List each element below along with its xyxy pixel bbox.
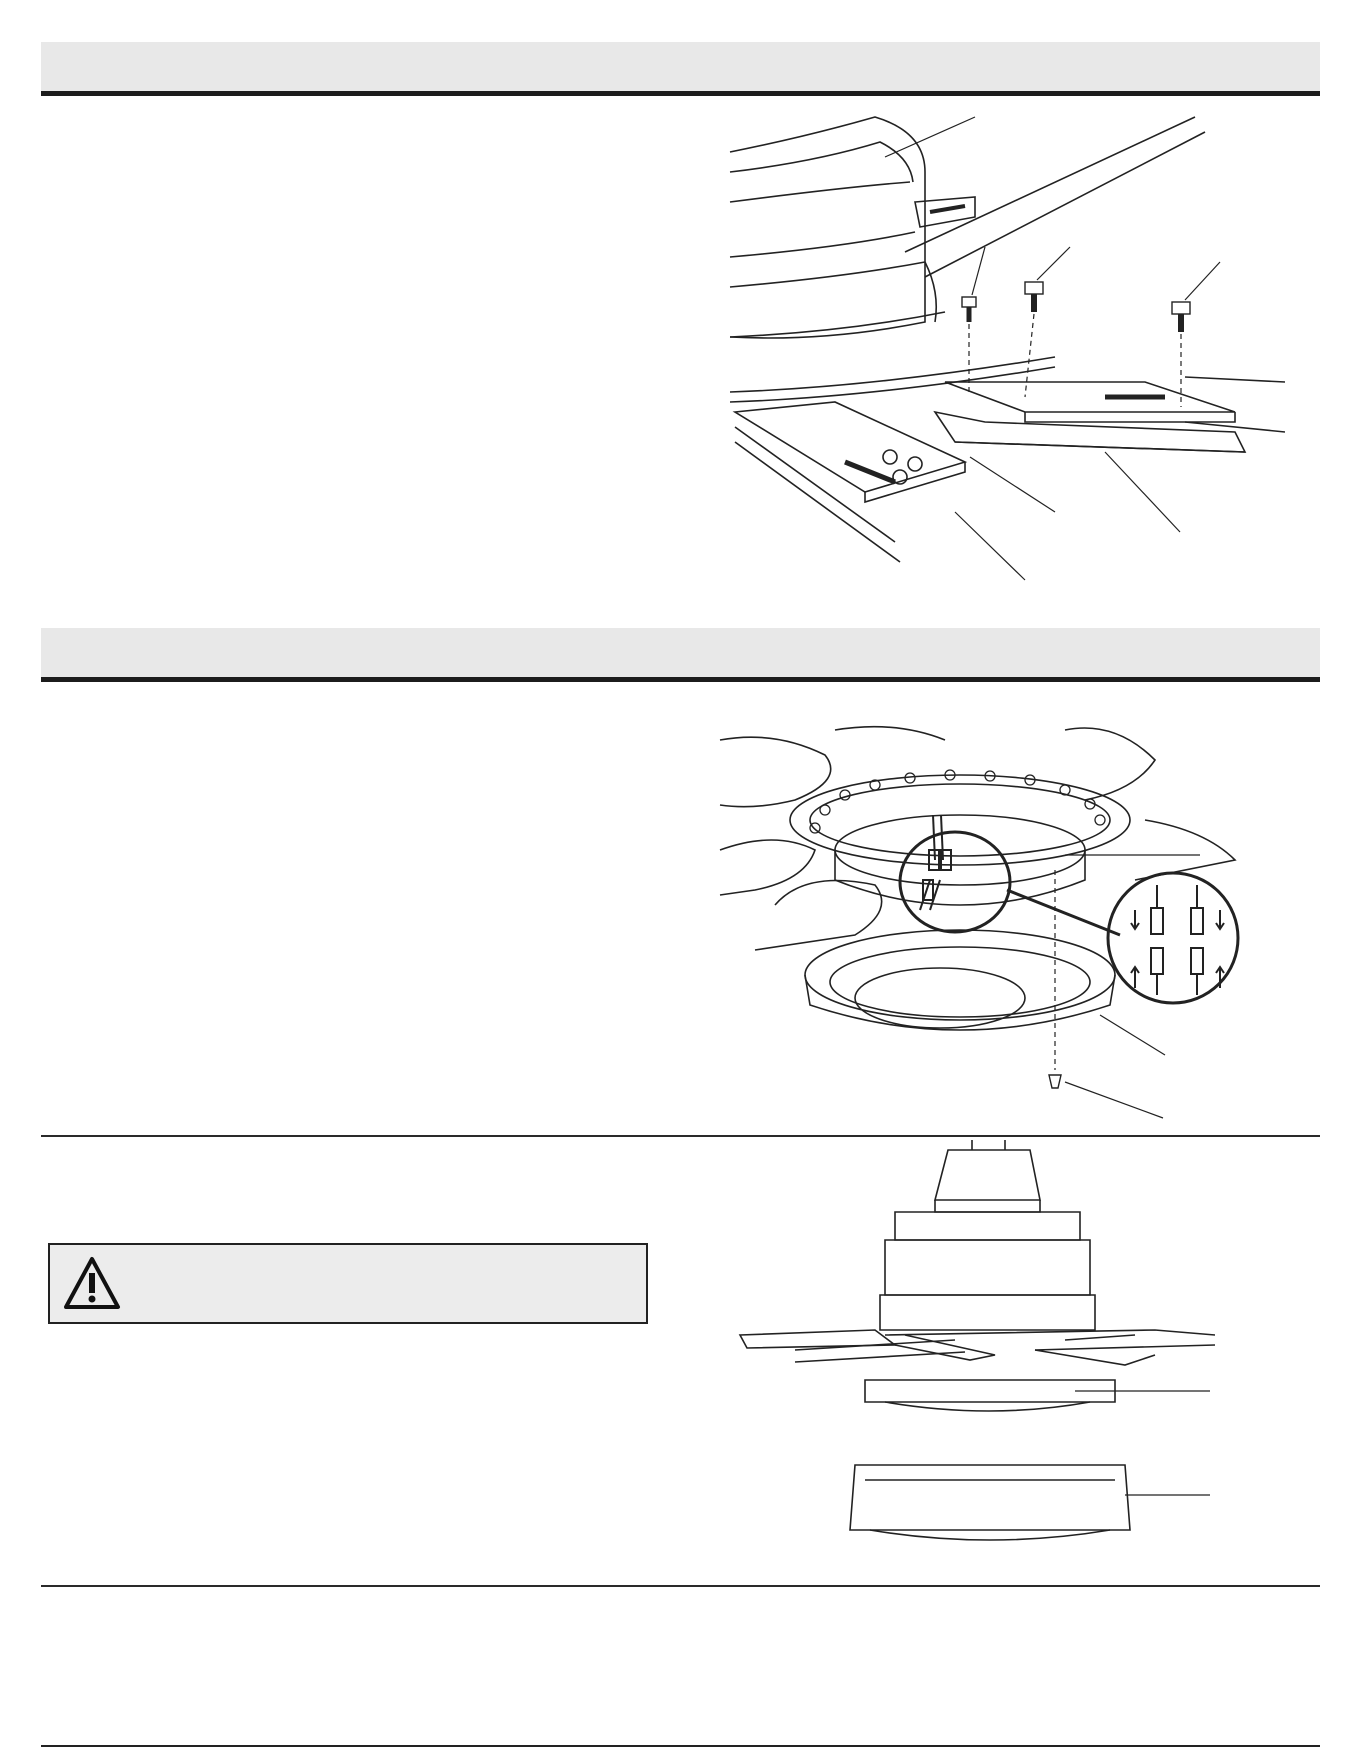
section-header-band-1 bbox=[41, 42, 1320, 96]
section-header-band-2 bbox=[41, 628, 1320, 682]
section-divider-1 bbox=[41, 1135, 1320, 1137]
figure-switch-housing-wiring bbox=[715, 720, 1285, 1120]
figure-blade-iron-attachment bbox=[725, 112, 1285, 592]
warning-box bbox=[48, 1243, 648, 1324]
section-divider-2 bbox=[41, 1585, 1320, 1587]
figure-fan-side-view bbox=[735, 1140, 1215, 1560]
page-footer-rule bbox=[41, 1745, 1320, 1747]
warning-triangle-icon bbox=[62, 1255, 122, 1318]
